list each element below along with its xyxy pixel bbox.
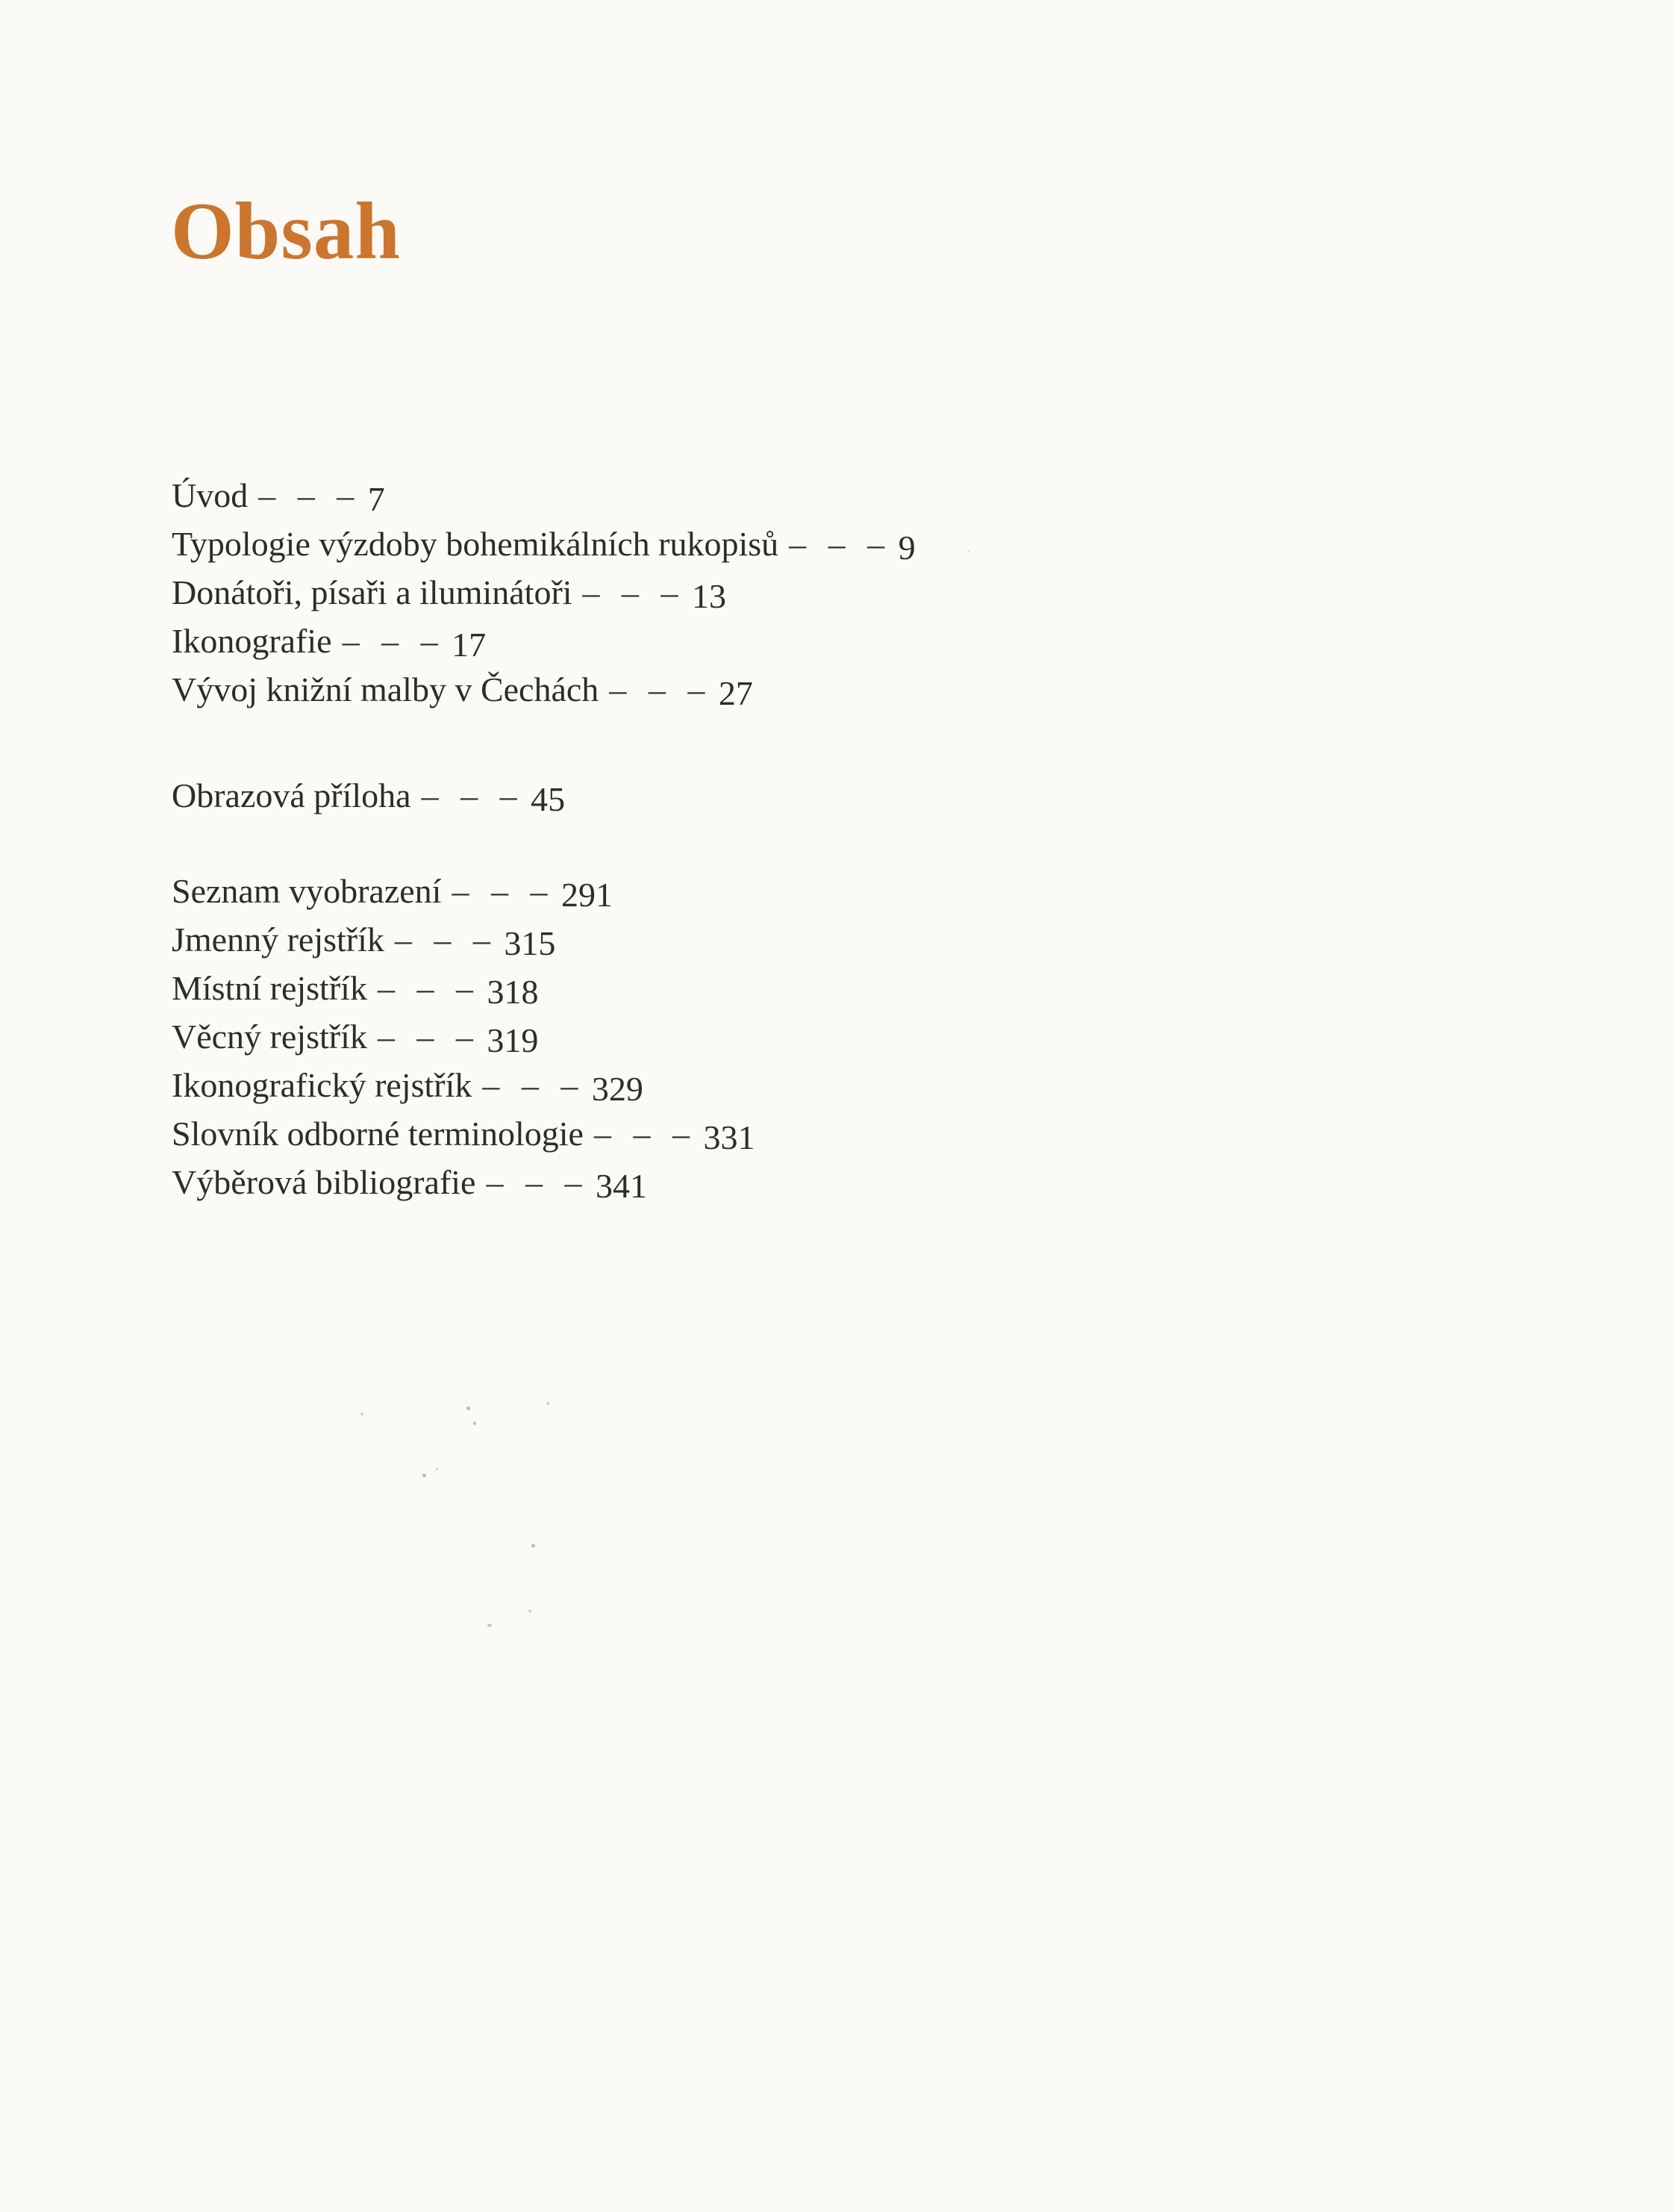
toc-entry xyxy=(172,1012,755,1061)
toc-entry-label: Úvod xyxy=(172,476,249,514)
toc-entry-label: Ikonografický rejstřík xyxy=(172,1066,472,1104)
toc-entry-separator: – – – xyxy=(452,872,552,910)
toc-entry-separator: – – – xyxy=(789,525,889,563)
scan-speck xyxy=(466,1406,470,1410)
toc-entry xyxy=(172,471,916,520)
toc-entry-label: Ikonografie xyxy=(172,622,332,660)
toc-entry-separator: – – – xyxy=(593,1115,693,1153)
toc-entry-separator: – – – xyxy=(486,1163,586,1201)
scan-speck xyxy=(422,1474,426,1477)
toc-entry-page: 329 xyxy=(591,1070,643,1108)
toc-entry-label: Vývoj knižní malby v Čechách xyxy=(172,670,599,708)
toc-entry xyxy=(172,665,916,714)
toc-entry-separator: – – – xyxy=(342,622,442,660)
toc-entry xyxy=(172,867,755,915)
toc-entry-label: Donátoři, písaři a iluminátoři xyxy=(172,573,572,611)
toc-entry-label: Věcný rejstřík xyxy=(172,1018,367,1056)
toc-entry-label: Jmenný rejstřík xyxy=(172,920,384,959)
scan-speck xyxy=(546,1402,549,1405)
toc-entry-page: 17 xyxy=(452,626,487,664)
toc-entry-page: 9 xyxy=(898,529,916,567)
toc-entry-page: 45 xyxy=(531,780,566,818)
toc-group-chapters xyxy=(172,471,916,714)
scan-speck xyxy=(531,1544,535,1548)
scan-speck xyxy=(528,1610,531,1613)
toc-entry-separator: – – – xyxy=(258,476,358,514)
toc-entry-separator: – – – xyxy=(609,670,709,708)
toc-entry-label: Výběrová bibliografie xyxy=(172,1163,476,1201)
toc-entry xyxy=(172,617,916,665)
toc-entry-page: 291 xyxy=(560,876,613,914)
scan-speck xyxy=(473,1421,476,1425)
toc-entry-separator: – – – xyxy=(394,920,494,959)
toc-entry-separator: – – – xyxy=(482,1066,582,1104)
toc-entry xyxy=(172,1158,755,1206)
toc-entry xyxy=(172,1109,755,1158)
toc-entry-label: Obrazová příloha xyxy=(172,776,411,814)
toc-entry xyxy=(172,915,755,964)
toc-entry-label: Slovník odborné terminologie xyxy=(172,1115,584,1153)
toc-entry xyxy=(172,964,755,1012)
toc-entry-page: 341 xyxy=(595,1167,647,1205)
toc-entry-page: 7 xyxy=(367,480,385,518)
scan-speck xyxy=(967,550,970,552)
toc-entry-separator: – – – xyxy=(421,776,521,814)
toc-entry xyxy=(172,520,916,568)
toc-entry-label: Typologie výzdoby bohemikálních rukopisů xyxy=(172,525,779,563)
toc-entry-label: Seznam vyobrazení xyxy=(172,872,442,910)
toc-entry-page: 13 xyxy=(692,577,727,615)
toc-entry-separator: – – – xyxy=(377,1018,477,1056)
toc-entry-page: 319 xyxy=(487,1021,539,1059)
toc-entry-label: Místní rejstřík xyxy=(172,969,367,1007)
toc-entry xyxy=(172,568,916,617)
scan-speck xyxy=(436,1468,438,1470)
scan-speck xyxy=(360,1412,363,1415)
scan-speck xyxy=(487,1624,492,1627)
toc-entry xyxy=(172,1061,755,1109)
page-title: Obsah xyxy=(171,186,401,277)
toc-entry xyxy=(172,771,565,820)
toc-entry-page: 27 xyxy=(718,674,753,712)
toc-entry-separator: – – – xyxy=(582,573,682,611)
toc-group-back-matter xyxy=(172,867,755,1206)
toc-entry-separator: – – – xyxy=(377,969,477,1007)
toc-group-plates xyxy=(172,771,565,820)
toc-entry-page: 331 xyxy=(703,1118,755,1156)
toc-entry-page: 315 xyxy=(504,924,556,962)
toc-entry-page: 318 xyxy=(487,973,539,1011)
